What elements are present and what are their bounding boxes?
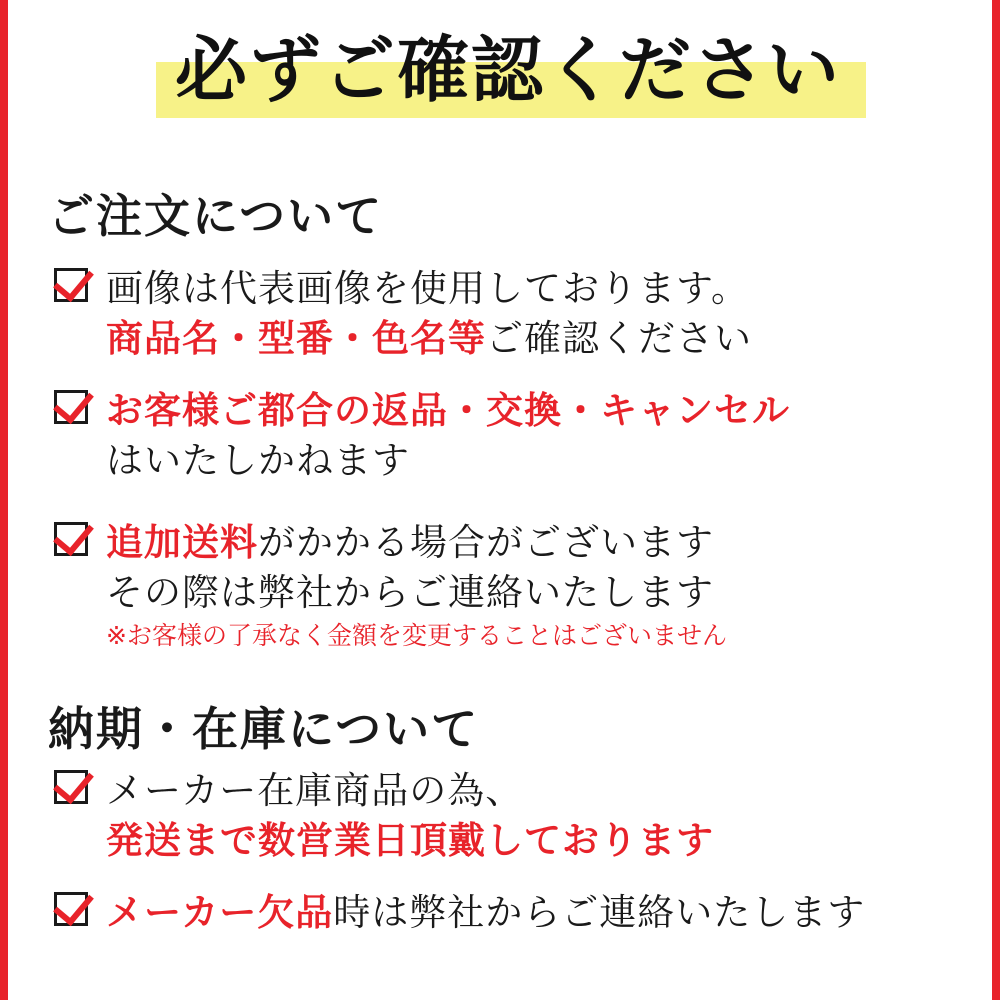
section-heading-delivery: 納期・在庫について	[48, 702, 480, 756]
list-item	[54, 766, 974, 866]
item-line	[106, 314, 974, 364]
item-line: メーカー在庫商品の為、	[106, 769, 524, 812]
list-item-text	[106, 766, 974, 866]
notice-content	[8, 0, 1000, 1000]
page-title-block	[8, 28, 1000, 144]
checkbox-checked-icon	[54, 390, 88, 424]
item-line-red: メーカー欠品	[106, 891, 334, 934]
item-line: 発送まで数営業日頂戴しております	[106, 819, 714, 862]
checkbox-checked-icon	[54, 268, 88, 302]
item-line: 画像は代表画像を使用しております。	[106, 267, 750, 310]
item-line-red: 商品名・型番・色名等	[106, 317, 486, 360]
list-item	[54, 888, 974, 938]
item-line	[106, 888, 974, 938]
checkbox-checked-icon	[54, 770, 88, 804]
item-line: はいたしかねます	[106, 439, 410, 482]
checkbox-checked-icon	[54, 522, 88, 556]
item-line-black: がかかる場合がございます	[258, 521, 714, 564]
list-item-text	[106, 888, 974, 938]
page-title: 必ずご確認ください	[174, 28, 841, 112]
item-line-black: ご確認ください	[486, 317, 752, 360]
list-item-text	[106, 386, 974, 486]
list-item-text	[106, 264, 974, 364]
checkbox-checked-icon	[54, 892, 88, 926]
list-item	[54, 386, 974, 486]
item-line	[106, 518, 974, 568]
item-line: その際は弊社からご連絡いたします	[106, 571, 714, 614]
list-item	[54, 264, 974, 364]
section-heading-orders: ご注文について	[48, 189, 384, 243]
item-line-red: 追加送料	[106, 521, 258, 564]
list-item-text	[106, 518, 974, 654]
item-line: お客様ご都合の返品・交換・キャンセル	[106, 389, 790, 432]
list-item	[54, 518, 974, 654]
item-note: ※お客様の了承なく金額を変更することはございません	[106, 621, 727, 650]
item-line-black: 時は弊社からご連絡いたします	[333, 891, 866, 934]
